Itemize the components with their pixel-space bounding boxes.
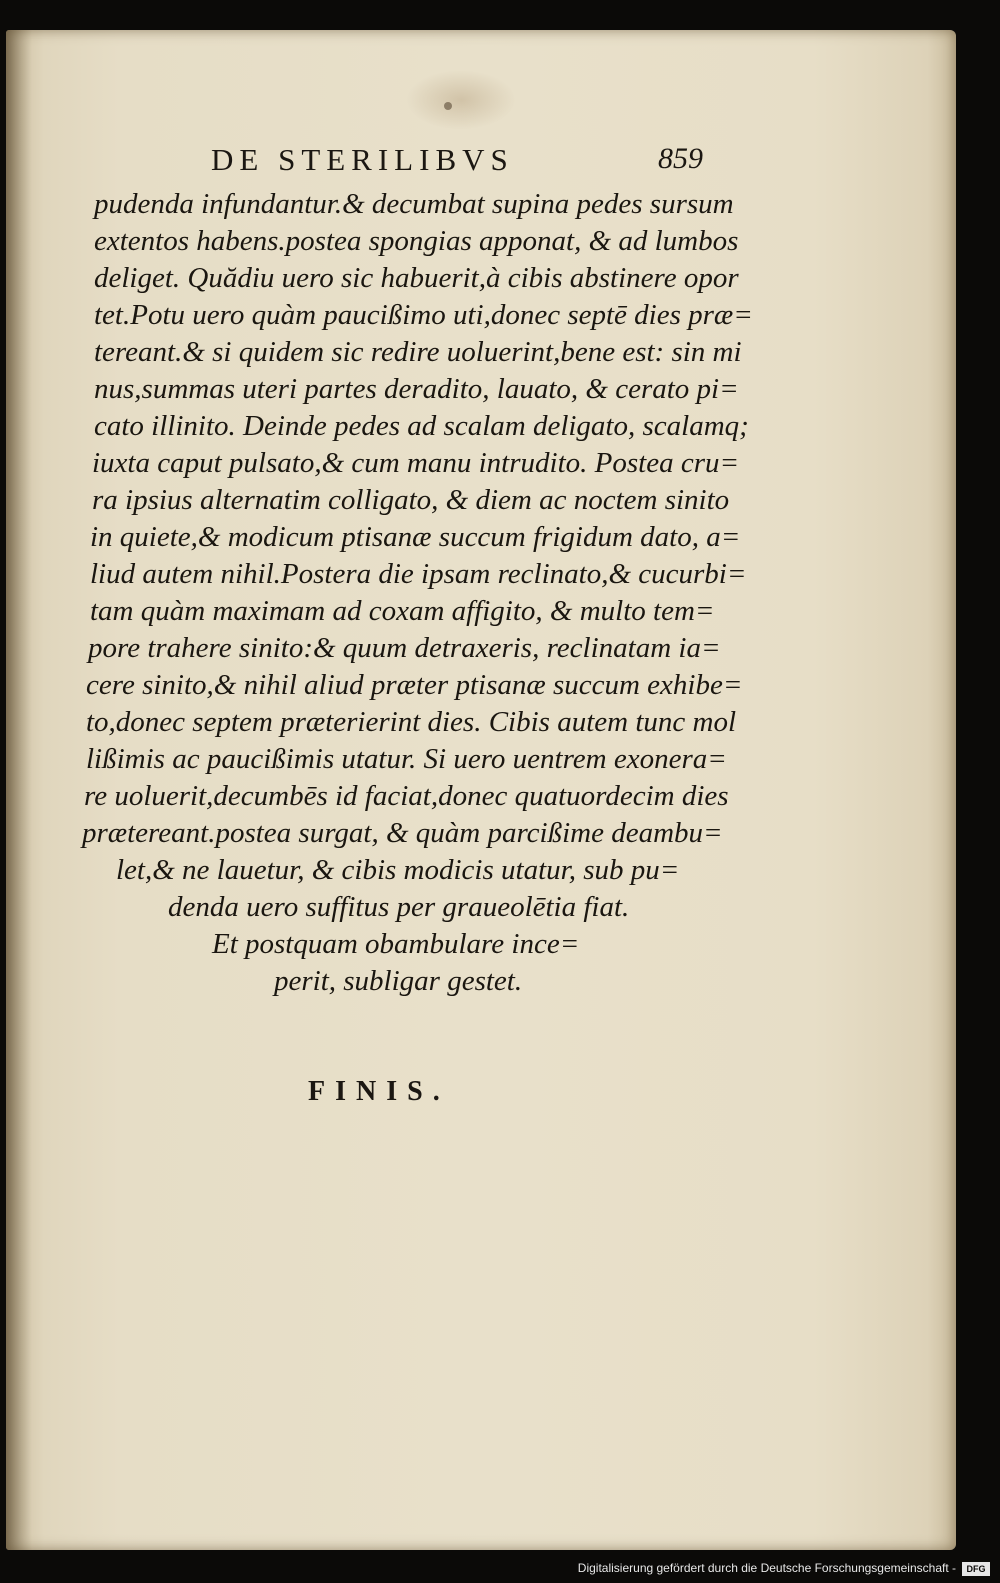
text-line: re uoluerit,decumbēs id faciat,donec quatuordecim dies <box>84 780 729 812</box>
finis-closing: FINIS. <box>308 1076 450 1107</box>
text-line: prætereant.postea surgat, & quàm parcißime deambu= <box>82 817 723 849</box>
running-head: DE STERILIBVS <box>211 142 514 177</box>
text-line: liud autem nihil.Postera die ipsam reclinato,& cucurbi= <box>90 558 747 590</box>
folio-number: 859 <box>658 142 703 175</box>
text-line: tam quàm maximam ad coxam affigito, & multo tem= <box>90 595 715 627</box>
text-line: ra ipsius alternatim colligato, & diem ac noctem sinito <box>92 484 730 516</box>
text-line: let,& ne lauetur, & cibis modicis utatur, sub pu= <box>116 854 680 886</box>
text-line: Et postquam obambulare ince= <box>212 928 580 960</box>
text-line: pore trahere sinito:& quum detraxeris, reclinatam ia= <box>88 632 721 664</box>
funding-credit: Digitalisierung gefördert durch die Deutsche Forschungsgemeinschaft - <box>577 1561 956 1575</box>
text-line: to,donec septem præterierint dies. Cibis autem tunc mol <box>86 706 737 738</box>
text-line: lißimis ac paucißimis utatur. Si uero uentrem exonera= <box>86 743 727 775</box>
text-line: in quiete,& modicum ptisanæ succum frigidum dato, a= <box>90 521 741 553</box>
text-line: tet.Potu uero quàm paucißimo uti,donec septē dies præ= <box>94 299 753 331</box>
text-line: perit, subligar gestet. <box>274 965 523 997</box>
text-line: nus,summas uteri partes deradito, lauato, & cerato pi= <box>94 373 739 405</box>
body-text <box>6 30 956 1130</box>
digitization-footer <box>0 1550 1000 1583</box>
book-page <box>6 30 956 1550</box>
text-line: pudenda infundantur.& decumbat supina pedes sursum <box>94 188 734 220</box>
text-line: iuxta caput pulsato,& cum manu intrudito. Postea cru= <box>92 447 740 479</box>
dfg-logo: DFG <box>962 1562 990 1576</box>
text-line: deliget. Quădiu uero sic habuerit,à cibis abstinere opor <box>94 262 739 294</box>
text-line: denda uero suffitus per graueolētia fiat. <box>168 891 630 923</box>
text-line: cere sinito,& nihil aliud præter ptisanæ succum exhibe= <box>86 669 743 701</box>
text-line: cato illinito. Deinde pedes ad scalam deligato, scalamq; <box>94 410 749 442</box>
text-line: tereant.& si quidem sic redire uoluerint,bene est: sin mi <box>94 336 742 368</box>
text-line: extentos habens.postea spongias apponat, & ad lumbos <box>94 225 739 257</box>
